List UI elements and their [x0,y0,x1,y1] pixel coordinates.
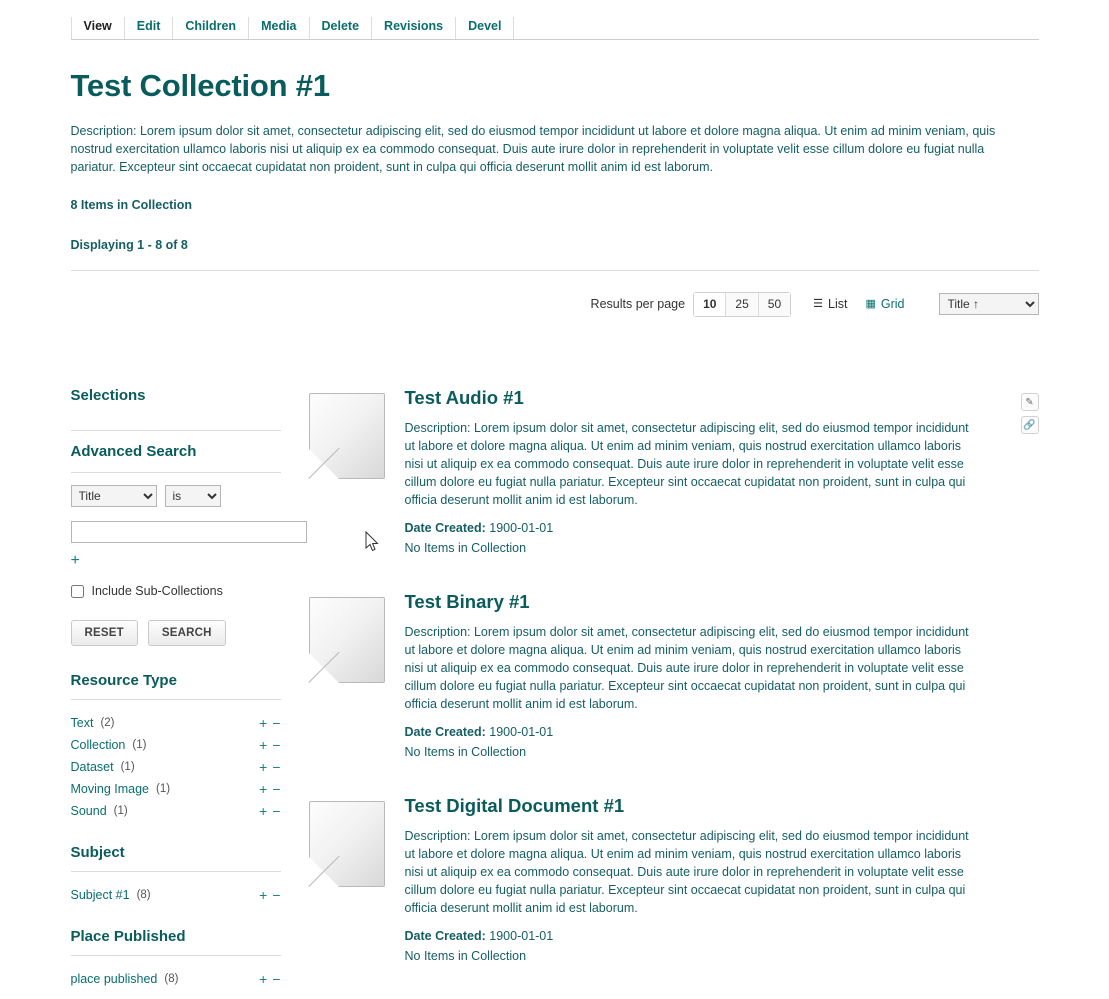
view-toggle-list[interactable] [813,297,847,311]
include-subcollections-row[interactable] [71,584,281,598]
facet-divider-resource-type [71,699,281,700]
facet-divider-subject [71,871,281,872]
per-page-50[interactable]: 50 [759,293,790,316]
facet-item[interactable] [71,778,281,800]
sort-select[interactable] [939,293,1039,315]
facet-title-subject: Subject [70,844,125,861]
facet-label[interactable]: Text [70,716,94,730]
advanced-search-title: Advanced Search [70,443,197,460]
facet-controls [259,716,280,730]
facet-item[interactable] [71,800,281,822]
facet-label[interactable]: Sound [70,804,107,818]
facet-list-place-published [71,968,281,990]
facet-include-icon[interactable]: + [259,715,268,731]
result-description: Description: Lorem ipsum dolor sit amet, consectetur adipiscing elit, sed do eiusmod tempor incididunt ut labore et dolore magna aliqua. Ut enim ad minim veniam, quis nostrud exercitation ullamco laboris nisi ut aliquip ex ea commodo consequat. Duis aute irure dolor in reprehenderit in voluptate velit esse cillum dolore eu fugiat nulla pariatur. Excepteur sint occaecat cupidatat non proident, sunt in culpa qui officia deserunt mollit anim id est laborum. [404,421,969,507]
facet-count: (1) [113,805,128,817]
facet-count: (2) [100,717,115,729]
result-date-label: Date Created: [404,929,486,943]
facet-count: (8) [136,889,151,901]
facet-include-icon[interactable]: + [259,781,268,797]
result-actions [1021,393,1039,434]
include-subcollections-label: Include Sub-Collections [91,584,223,598]
result-thumbnail[interactable] [309,387,405,555]
result-title[interactable]: Test Binary #1 [404,591,530,612]
facet-count: (1) [132,739,147,751]
tab-view[interactable]: View [71,17,125,39]
facet-item[interactable] [71,756,281,778]
page-container [71,18,1039,999]
sidebar-divider-1 [71,430,281,431]
per-page-10[interactable]: 10 [694,293,726,316]
reset-button[interactable]: RESET [71,620,138,646]
facet-controls [259,972,280,986]
facet-exclude-icon[interactable]: − [272,759,281,775]
search-buttons [71,620,281,646]
view-toggles [813,297,904,311]
facet-label[interactable]: Subject #1 [70,888,130,902]
facet-exclude-icon[interactable]: − [272,887,281,903]
tab-media[interactable]: Media [249,17,309,39]
facet-item[interactable] [71,968,281,990]
result-item [309,795,1039,963]
facet-count: (1) [120,761,135,773]
advanced-search-operator-select[interactable] [165,485,221,507]
tab-children[interactable]: Children [173,17,249,39]
selections-title: Selections [70,387,146,404]
facet-item[interactable] [71,712,281,734]
result-date-value: 1900-01-01 [489,521,554,535]
content-area [71,387,1039,999]
results-toolbar [71,287,1039,321]
facet-item[interactable] [71,884,281,906]
facet-divider-place-published [71,955,281,956]
items-in-collection: 8 Items in Collection [70,198,193,212]
result-item [309,387,1039,555]
facet-label[interactable]: place published [70,972,158,986]
result-thumbnail[interactable] [309,591,405,759]
result-body [405,591,1039,759]
facet-title-resource-type: Resource Type [70,672,177,689]
sidebar-divider-2 [71,472,281,473]
result-date-value: 1900-01-01 [489,929,554,943]
page-root [0,18,1109,999]
facet-list-subject [71,884,281,906]
document-placeholder-icon [309,597,385,683]
facet-exclude-icon[interactable]: − [272,737,281,753]
facet-controls [259,782,280,796]
list-icon: ☰ [813,297,824,310]
node-tabs [71,18,1039,40]
document-placeholder-icon [309,801,385,887]
facet-controls [259,888,280,902]
view-toggle-list-label: List [828,297,848,311]
facet-exclude-icon[interactable]: − [272,715,281,731]
facet-label[interactable]: Collection [70,738,126,752]
advanced-search-input[interactable] [71,521,307,543]
facet-count: (1) [156,783,171,795]
add-search-row-icon[interactable]: + [70,552,80,569]
facet-include-icon[interactable]: + [259,887,268,903]
results-list [297,387,1039,999]
advanced-search-row [71,485,281,507]
facet-controls [259,804,280,818]
view-toggle-grid[interactable] [865,297,904,311]
result-title[interactable]: Test Digital Document #1 [404,795,625,816]
facet-exclude-icon[interactable]: − [272,971,281,987]
include-subcollections-checkbox[interactable] [71,585,84,598]
facet-list-resource-type [71,712,281,822]
result-no-items: No Items in Collection [404,745,527,759]
facet-include-icon[interactable]: + [259,803,268,819]
grid-icon: ▦ [865,297,876,310]
facet-count: (8) [164,973,179,985]
facet-include-icon[interactable]: + [259,737,268,753]
facet-exclude-icon[interactable]: − [272,803,281,819]
facet-controls [259,760,280,774]
result-thumbnail[interactable] [309,795,405,963]
result-date [405,725,979,739]
results-per-page-label: Results per page [590,297,686,311]
result-date-label: Date Created: [404,521,486,535]
tab-delete[interactable]: Delete [310,17,373,39]
result-no-items: No Items in Collection [404,949,527,963]
result-description: Description: Lorem ipsum dolor sit amet, consectetur adipiscing elit, sed do eiusmod tempor incididunt ut labore et dolore magna aliqua. Ut enim ad minim veniam, quis nostrud exercitation ullamco laboris nisi ut aliquip ex ea commodo consequat. Duis aute irure dolor in reprehenderit in voluptate velit esse cillum dolore eu fugiat nulla pariatur. Excepteur sint occaecat cupidatat non proident, sunt in culpa qui officia deserunt mollit anim id est laborum. [404,829,969,915]
tab-devel[interactable]: Devel [456,17,514,39]
collection-description: Description: Lorem ipsum dolor sit amet, consectetur adipiscing elit, sed do eiusmod tempor incididunt ut labore et dolore magna aliqua. Ut enim ad minim veniam, quis nostrud exercitation ullamco laboris nisi ut aliquip ex ea commodo consequat. Duis aute irure dolor in reprehenderit in voluptate velit esse cillum dolore eu fugiat nulla pariatur. Excepteur sint occaecat cupidatat non proident, sunt in culpa qui officia deserunt mollit anim id est laborum. [70,124,996,174]
sidebar [71,387,297,999]
link-icon[interactable]: 🔗 [1021,416,1039,434]
result-description: Description: Lorem ipsum dolor sit amet, consectetur adipiscing elit, sed do eiusmod tempor incididunt ut labore et dolore magna aliqua. Ut enim ad minim veniam, quis nostrud exercitation ullamco laboris nisi ut aliquip ex ea commodo consequat. Duis aute irure dolor in reprehenderit in voluptate velit esse cillum dolore eu fugiat nulla pariatur. Excepteur sint occaecat cupidatat non proident, sunt in culpa qui officia deserunt mollit anim id est laborum. [404,625,969,711]
results-per-page-group[interactable] [693,292,791,317]
search-button[interactable]: SEARCH [148,620,226,646]
per-page-25[interactable]: 25 [726,293,758,316]
tab-edit[interactable]: Edit [125,17,174,39]
result-body [405,795,1039,963]
edit-pencil-icon[interactable]: ✎ [1021,393,1039,411]
facet-title-place-published: Place Published [70,928,186,945]
advanced-search-field-select[interactable] [71,485,157,507]
facet-include-icon[interactable]: + [259,971,268,987]
displaying-range: Displaying 1 - 8 of 8 [70,238,188,252]
facet-controls [259,738,280,752]
result-no-items: No Items in Collection [404,541,527,555]
view-toggle-grid-label: Grid [880,297,905,311]
facet-label[interactable]: Dataset [70,760,114,774]
divider [71,270,1039,271]
result-date-label: Date Created: [404,725,486,739]
result-body [405,387,1039,555]
result-date [405,521,979,535]
tab-revisions[interactable]: Revisions [372,17,456,39]
result-title[interactable]: Test Audio #1 [404,387,524,408]
facet-exclude-icon[interactable]: − [272,781,281,797]
document-placeholder-icon [309,393,385,479]
result-date [405,929,979,943]
page-title: Test Collection #1 [70,68,330,103]
facet-item[interactable] [71,734,281,756]
result-date-value: 1900-01-01 [489,725,554,739]
facet-include-icon[interactable]: + [259,759,268,775]
facet-label[interactable]: Moving Image [70,782,150,796]
result-item [309,591,1039,759]
